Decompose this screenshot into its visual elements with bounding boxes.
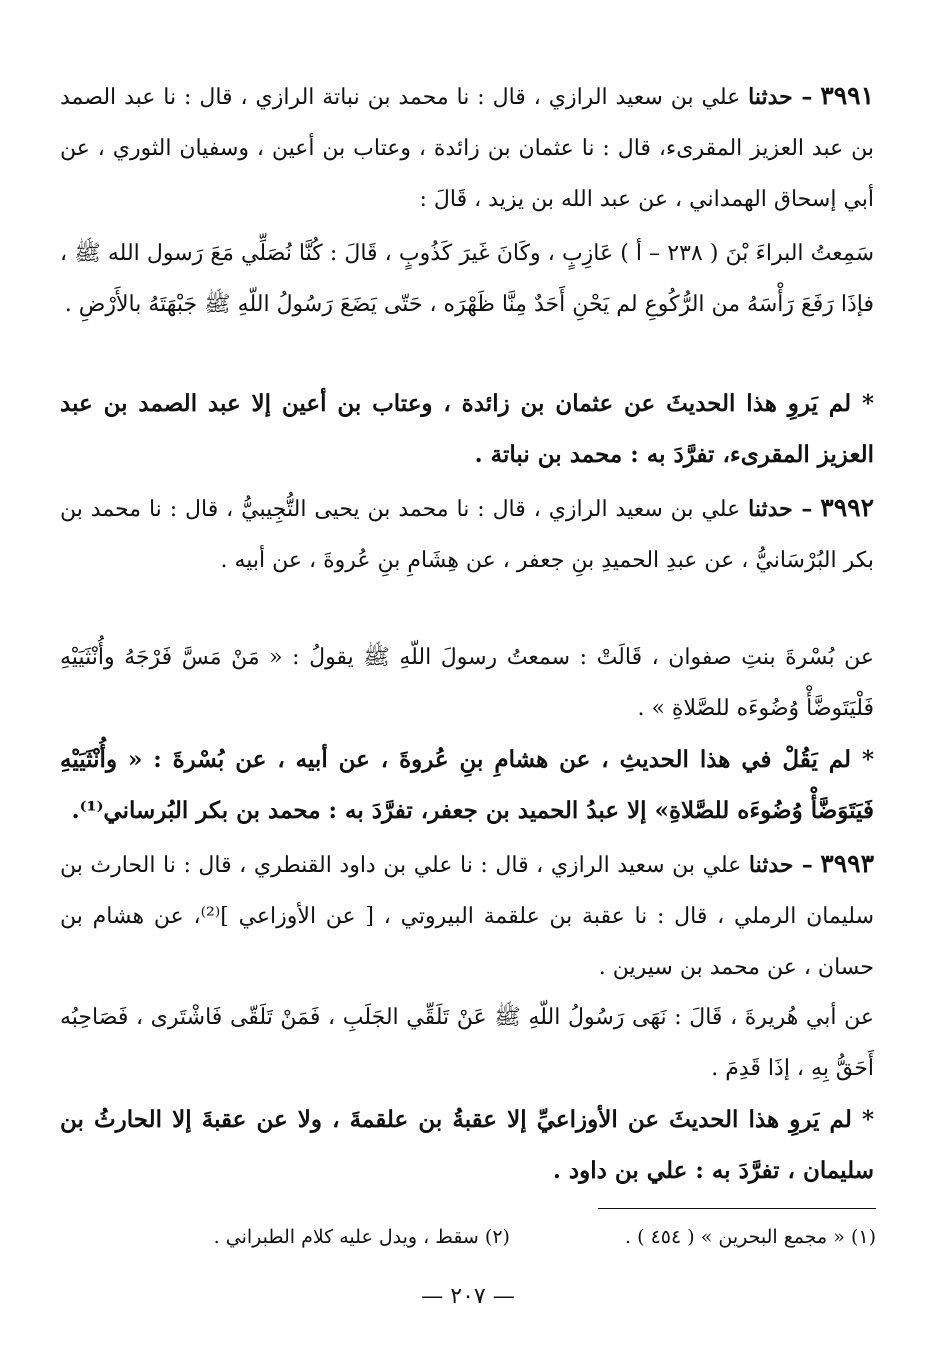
hadith-3991-comment	[60, 378, 874, 480]
hadith-3992-isnad	[60, 482, 874, 586]
hadith-number: ٣٩٩١	[820, 81, 874, 110]
isnad-keyword: – حدثنا	[748, 852, 813, 878]
comment-text: * لم يَروِ هذا الحديثَ عن عثمان بن زائدة ، وعتاب بن أعين إلا عبد الصمد بن عبد العزيز المقرىء، تفرَّدَ به : محمد بن نباتة .	[60, 390, 874, 468]
isnad-text: علي بن سعيد الرازي ، قال : نا علي بن داود القنطري ، قال : نا الحارث بن سليمان الرملي ، قال : نا عقبة بن علقمة البيروتي ، [ عن الأوزاعي ]⁽²⁾، عن هشام بن حسان ، عن محمد بن سيرين .	[60, 853, 875, 980]
hadith-3991-matn	[60, 228, 874, 330]
hadith-number: ٣٩٩٣	[820, 849, 875, 878]
hadith-3993-matn	[60, 992, 874, 1094]
hadith-number: ٣٩٩٢	[820, 493, 874, 522]
hadith-3993-comment	[60, 1094, 874, 1196]
matn-text: عن بُسْرةَ بنتِ صفوان ، قَالَتْ : سمعتُ رسولَ اللّهِ ﷺ يقولُ : « مَنْ مَسَّ فَرْجَهُ وأُنْثَيَيْهِ فَلْيَتَوضَّأْ وُضُوءَه للصَّلاةِ » .	[60, 645, 874, 721]
hadith-3992-matn	[60, 632, 874, 734]
footnote-divider	[598, 1208, 876, 1209]
isnad-text: علي بن سعيد الرازي ، قال : نا محمد بن نباتة الرازي ، قال : نا عبد الصمد بن عبد العزيز المقرىء، قال : نا عثمان بن زائدة ، وعتاب بن أعين ، وسفيان الثوري ، عن أبي إسحاق الهمداني ، عن عبد الله بن يزيد ، قَالَ :	[60, 85, 874, 212]
hadith-3992-comment	[60, 734, 874, 836]
footnotes	[60, 1217, 876, 1257]
isnad-keyword: – حدثنا	[748, 496, 813, 522]
comment-text: * لم يَقُلْ في هذا الحديثِ ، عن هشامِ بنِ عُروةَ ، عن أبيه ، عن بُسْرةَ : « وأُنْثَيَيْهِ فَيَتَوَضَّأْ وُضُوءَه للصَّلاةِ» إلا عبدُ الحميد بن جعفر، تفرَّدَ به : محمد بن بكر البُرساني⁽¹⁾.	[60, 746, 874, 824]
footnote-2: (٢) سقط ، ويدل عليه كلام الطبراني .	[213, 1226, 510, 1248]
hadith-3991-isnad	[60, 70, 874, 225]
matn-text: عن أبي هُريرةَ ، قَالَ : نَهَى رَسُولُ اللّهِ ﷺ عَنْ تَلَقِّي الجَلَبِ ، فَمَنْ تَلَقّى فَاشْتَرى ، فَصَاحِبُه أَحَقُّ بِهِ ، إذَا قَدِمَ .	[60, 1005, 874, 1081]
isnad-keyword: – حدثنا	[748, 84, 813, 110]
hadith-3993-isnad	[60, 838, 874, 993]
matn-text: سَمِعتُ البراءَ بْنَ ( ٢٣٨ – أ ) عَازِبٍ ، وكَانَ غَيرَ كَذُوبٍ ، قَالَ : كُنَّا نُصَلِّي مَعَ رَسول الله ﷺ ، فإذَا رَفَعَ رَأْسَهُ من الرُّكُوعِ لم يَحْنِ أَحَدٌ مِنَّا ظَهْرَه ، حَتّى يَضَعَ رَسُولُ اللّهِ ﷺ جَبْهَتَهُ بالأَرْضِ .	[60, 241, 875, 317]
page-number: — ٢٠٧ —	[421, 1284, 515, 1309]
isnad-text: علي بن سعيد الرازي ، قال : نا محمد بن يحيى التُّجِيبيُّ ، قال : نا محمد بن بكر البُرْسَانيُّ ، عن عبدِ الحميدِ بنِ جعفر ، عن هِشَامِ بنِ عُروةَ ، عن أبيه .	[60, 497, 874, 573]
footnote-1: (١) « مجمع البحرين » ( ٤٥٤ ) .	[625, 1226, 876, 1248]
comment-text: * لم يَروِ هذا الحديثَ عن الأوزاعيِّ إلا عقبةُ بن علقمةَ ، ولا عن عقبةَ إلا الحارثُ بن سليمان ، تفرَّدَ به : علي بن داود .	[60, 1106, 874, 1184]
